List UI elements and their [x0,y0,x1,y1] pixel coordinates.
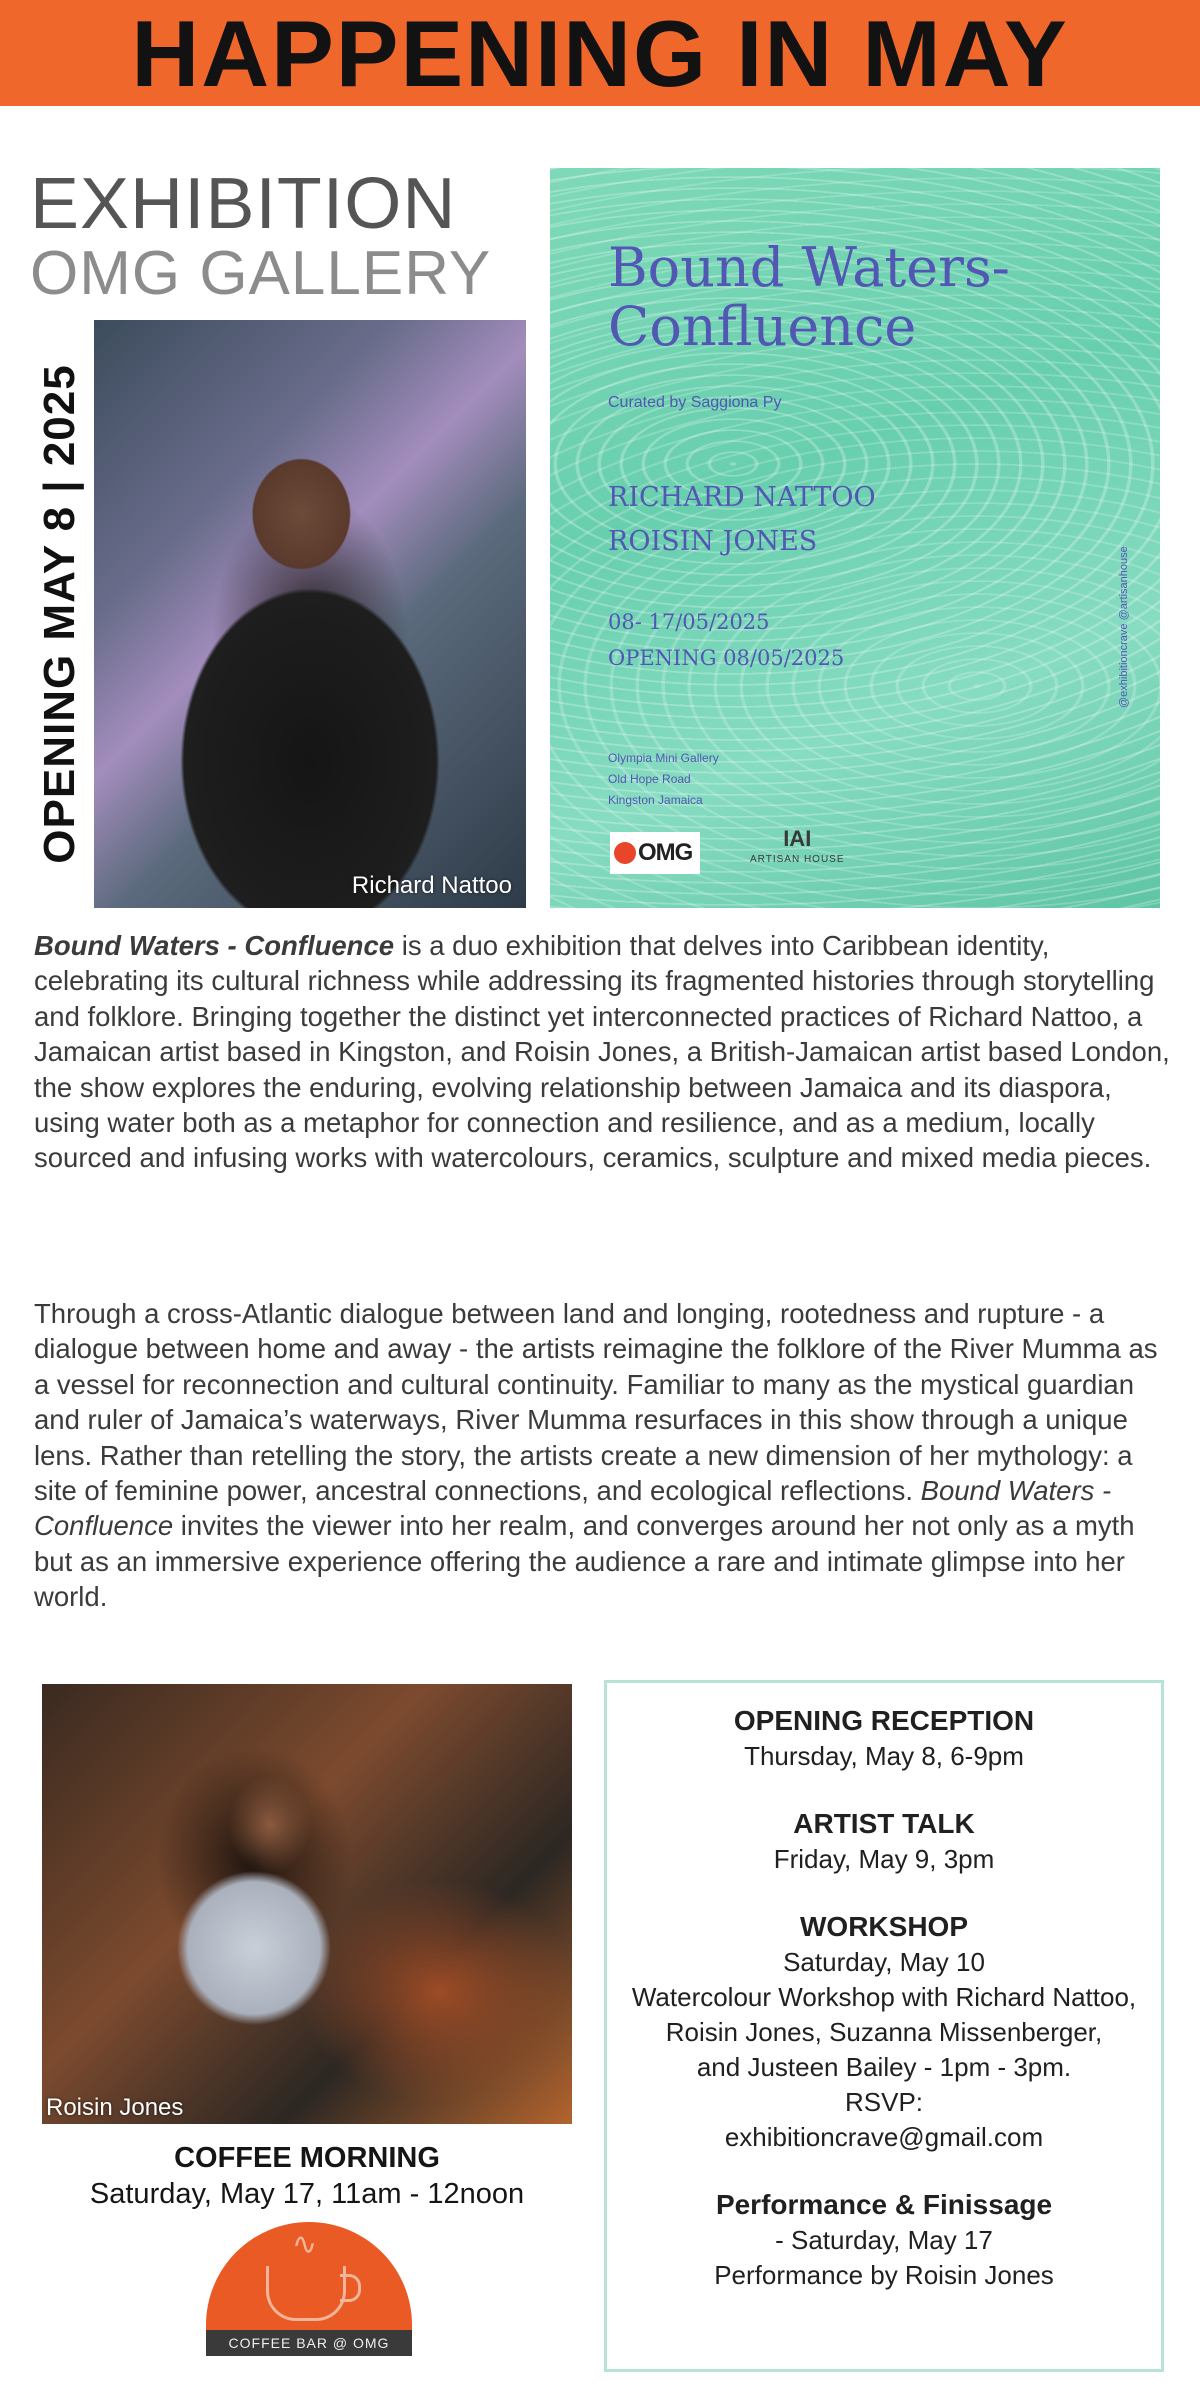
events-schedule [604,1680,1164,2372]
coffee-morning-title: COFFEE MORNING [174,2142,440,2174]
schedule-event [607,1909,1161,2155]
poster-dates [608,604,844,676]
poster-artist: ROISIN JONES [608,526,818,557]
schedule-event-title: WORKSHOP [800,1911,968,1942]
description-text: is a duo exhibition that delves into Caribbean identity, celebrating its cultural richness while addressing its fragmented histories through storytelling and folklore. Bringing together the distinct yet interconnected practices of Richard Nattoo, a Jamaican artist based in Kingston, and Roisin Jones, a British-Jamaican artist based London, the show explores the enduring, evolving relationship between Jamaica and its diaspora, using water both as a metaphor for connection and resilience, and as a medium, locally sourced and infusing works with watercolours, ceramics, sculpture and mixed media pieces. [34,930,1170,1174]
exhibition-name-italic: Bound Waters - Confluence [34,930,395,961]
schedule-event-detail: Friday, May 9, 3pm [773,1844,995,1874]
exhibition-poster [550,168,1160,908]
schedule-event-detail: Roisin Jones, Suzanna Missenberger, [665,2017,1103,2047]
poster-artists [608,476,876,564]
omg-logo-text: OMG [638,839,693,866]
opening-date-vertical [30,320,90,908]
artisan-house-mark: IAI [783,826,812,851]
artisan-house-logo [750,828,845,865]
venue-line: Old Hope Road [608,772,691,786]
schedule-event [607,1806,1161,1877]
description-paragraph-2 [34,1296,1170,1615]
schedule-event [607,1703,1161,1774]
artisan-house-text: ARTISAN HOUSE [750,854,845,865]
poster-artist: RICHARD NATTOO [608,482,876,513]
schedule-event-detail: - Saturday, May 17 [775,2225,993,2255]
exhibition-title: EXHIBITION [30,164,457,244]
schedule-event-detail: Watercolour Workshop with Richard Nattoo, [631,1982,1137,2012]
venue-line: Kingston Jamaica [608,793,703,807]
roisin-jones-photo [42,1684,572,2124]
roisin-photo-caption: Roisin Jones [46,2094,184,2121]
poster-title [608,238,1128,357]
schedule-event [607,2187,1161,2293]
schedule-event-detail: exhibitioncrave@gmail.com [724,2122,1044,2152]
schedule-event-detail: Performance by Roisin Jones [714,2260,1054,2290]
schedule-event-detail: Saturday, May 10 [783,1947,985,1977]
header-banner [0,0,1200,106]
description-paragraph-1 [34,928,1170,1176]
schedule-event-detail: RSVP: [844,2087,924,2117]
omg-logo-dot [614,842,636,864]
poster-opening-date: OPENING 08/05/2025 [608,646,845,670]
poster-venue [608,748,719,811]
opening-date-text: OPENING MAY 8 | 2025 [35,364,84,864]
poster-side-handles: @exhibitioncrave @artisanhouse [1118,546,1130,708]
poster-date-range: 08- 17/05/2025 [608,610,770,634]
coffee-logo-dome [206,2222,412,2332]
coffee-cup-icon [266,2266,346,2321]
steam-icon: ∿ [292,2228,318,2261]
description-text: Through a cross-Atlantic dialogue between land and longing, rootedness and rupture - a dialogue between home and away - the artists reimagine the folklore of the River Mumma as a vessel for reconnection and cultural continuity. Familiar to many as the mystical guardian and ruler of Jamaica’s waterways, River Mumma resurfaces in this show through a unique lens. Rather than retelling the story, the artists create a new dimension of her mythology: a site of feminine power, ancestral connections, and ecological reflections. [34,1298,1158,1507]
banner-title: HAPPENING IN MAY [131,1,1069,106]
omg-logo [610,832,700,874]
schedule-event-detail: Thursday, May 8, 6-9pm [744,1741,1024,1771]
schedule-event-detail: and Justeen Bailey - 1pm - 3pm. [696,2052,1072,2082]
schedule-event-title: ARTIST TALK [793,1808,975,1839]
poster-title-line: Confluence [608,295,917,359]
richard-photo-caption: Richard Nattoo [351,872,512,899]
exhibition-name-italic: Bound Waters - Confluence [34,1475,1112,1542]
poster-title-line [608,238,1128,357]
coffee-bar-logo [206,2222,412,2356]
schedule-event-title: OPENING RECEPTION [733,1705,1035,1736]
schedule-event-title: Performance & Finissage [715,2189,1053,2220]
coffee-cup-handle-icon [340,2274,361,2302]
description-text: invites the viewer into her realm, and converges around her not only as a myth but as an immersive experience offering the audience a rare and intimate glimpse into her world. [34,1510,1135,1613]
coffee-logo-text: COFFEE BAR @ OMG [206,2330,412,2356]
poster-title-line: Bound Waters- [608,236,1010,299]
venue-line: Olympia Mini Gallery [608,751,719,765]
richard-nattoo-photo [94,320,526,908]
poster-curator: Curated by Saggiona Py [608,394,782,411]
coffee-morning-time: Saturday, May 17, 11am - 12noon [89,2178,525,2210]
exhibition-subtitle: OMG GALLERY [30,239,492,308]
